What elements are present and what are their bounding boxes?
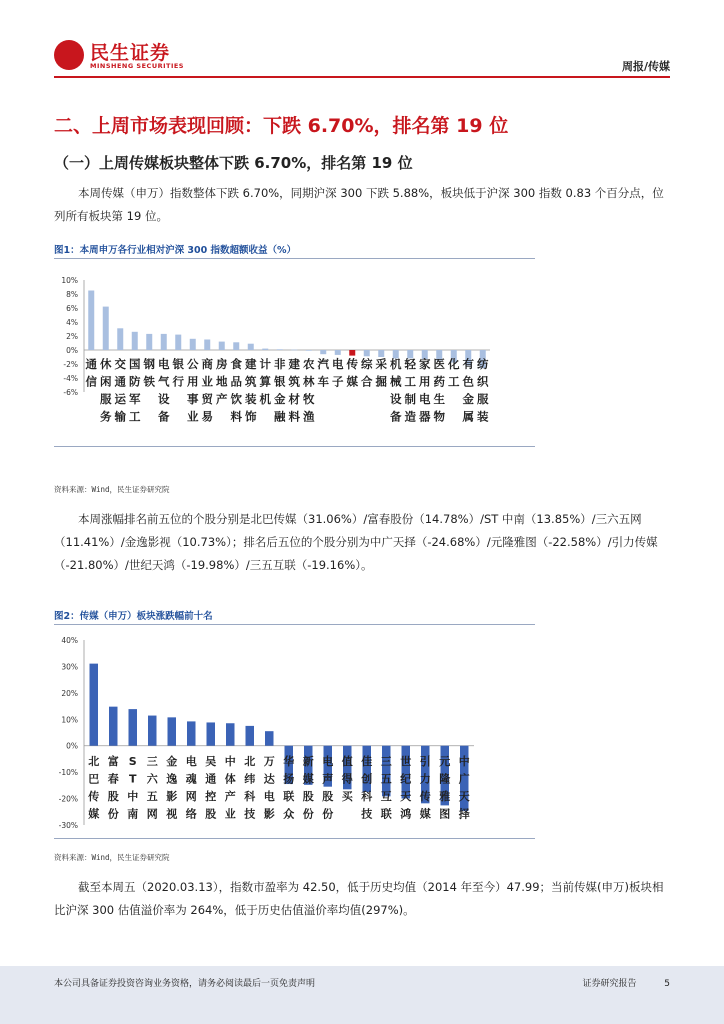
y-tick-label: 4% (66, 318, 78, 327)
x-tick-label: 择 (458, 807, 470, 821)
x-tick-label: 房 (216, 357, 228, 371)
x-tick-label: 影 (166, 790, 178, 803)
x-tick-label: 力 (419, 772, 431, 786)
bar-电魂网络 (187, 721, 196, 745)
x-tick-label: 广 (458, 772, 470, 786)
bar-电气设备 (161, 334, 167, 350)
x-tick-label: 铁 (143, 374, 155, 389)
x-tick-label: 建 (245, 357, 257, 371)
x-tick-label: 林 (303, 374, 315, 389)
x-tick-label: 轻 (404, 357, 416, 371)
x-tick-label: 股 (205, 807, 217, 821)
figure-1-top-rule (54, 258, 535, 259)
x-tick-label: 车 (317, 374, 329, 389)
x-tick-label: 媒 (346, 374, 358, 389)
y-tick-label: -6% (63, 388, 78, 397)
x-tick-label: 份 (107, 807, 119, 821)
x-tick-label: 隆 (439, 772, 451, 786)
x-tick-label: 食 (230, 357, 242, 371)
section-title: 二、上周市场表现回顾：下跌 6.70%，排名第 19 位 (54, 115, 509, 137)
x-tick-label: 牧 (303, 392, 315, 406)
bar-三六五网 (148, 716, 157, 746)
figure-2-chart (54, 628, 535, 833)
x-tick-label: 制 (404, 392, 416, 406)
x-tick-label: 家 (419, 357, 431, 371)
bar-计算机 (262, 349, 268, 350)
x-tick-label: 媒 (302, 772, 314, 786)
y-tick-label: 0% (66, 346, 78, 355)
bar-国防军工 (132, 332, 138, 350)
x-tick-label: 品 (230, 374, 242, 389)
x-tick-label: 料 (230, 409, 242, 424)
x-tick-label: 渔 (303, 409, 315, 424)
x-tick-label: 造 (404, 409, 416, 424)
x-tick-label: 通 (205, 772, 217, 786)
x-tick-label: 算 (259, 374, 271, 389)
x-tick-label: 属 (462, 409, 474, 424)
logo-text: 民生证券 (90, 42, 171, 64)
x-tick-label: 三 (380, 755, 392, 768)
x-tick-label: 农 (303, 357, 315, 371)
x-tick-label: 商 (201, 357, 213, 371)
bar-万达电影 (265, 731, 274, 746)
x-tick-label: 值 (341, 755, 353, 768)
x-tick-label: 电 (419, 392, 431, 406)
x-tick-label: 引 (419, 755, 431, 768)
y-tick-label: -30% (58, 821, 78, 830)
x-tick-label: 吴 (205, 755, 217, 768)
x-tick-label: 装 (477, 409, 489, 424)
x-tick-label: 输 (114, 409, 126, 424)
x-tick-label: 业 (201, 374, 213, 389)
y-tick-label: 10% (61, 276, 78, 285)
bar-通信 (88, 291, 94, 351)
y-tick-label: 30% (61, 662, 78, 672)
x-tick-label: 股 (107, 790, 119, 803)
logo-icon (54, 40, 84, 70)
x-tick-label: 中 (224, 755, 236, 768)
subsection-title: （一）上周传媒板块整体下跌 6.70%，排名第 19 位 (54, 154, 413, 172)
x-tick-label: 金 (462, 392, 474, 406)
x-tick-label: T (128, 772, 137, 786)
x-tick-label: 北 (88, 755, 100, 768)
bar-三五互联 (382, 746, 391, 797)
x-tick-label: 电 (332, 357, 344, 371)
x-tick-label: 图 (439, 807, 451, 821)
bar-交通运输 (117, 328, 123, 350)
paragraph-top-movers: 本周涨幅排名前五位的个股分别是北巴传媒（31.06%）/富春股份（14.78%）/ST 中南（13.85%）/三六五网（11.41%）/金逸影视（10.73%）；排名后五位的个股分别为中广天择（-24.68%）/元隆雅图（-22.58%）/引力传媒（-21.80%）/世纪天鸿（-19.98%）/三五互联（-19.16%）。 (54, 512, 658, 572)
bar-综合 (364, 350, 370, 356)
x-tick-label: 设 (390, 392, 402, 406)
y-tick-label: 20% (61, 688, 78, 698)
figure-1-title: 图1：本周申万各行业相对沪深 300 指数超额收益（%） (54, 245, 297, 256)
x-tick-label: 械 (390, 374, 402, 389)
figure-2-top-rule (54, 624, 535, 625)
bar-食品饮料 (233, 342, 239, 350)
x-tick-label: 北 (244, 755, 256, 768)
bar-公用事业 (190, 339, 196, 350)
x-tick-label: 织 (477, 374, 489, 389)
x-tick-label: 天 (400, 790, 412, 803)
y-tick-label: 0% (66, 741, 78, 751)
x-tick-label: 饰 (245, 409, 257, 424)
x-tick-label: 器 (419, 409, 431, 424)
x-tick-label: 联 (380, 807, 392, 821)
figure-1-bottom-rule (54, 446, 535, 447)
x-tick-label: 媒 (419, 807, 431, 821)
x-tick-label: 纬 (244, 772, 256, 786)
x-tick-label: 生 (433, 392, 445, 406)
x-tick-label: 用 (419, 374, 431, 389)
x-tick-label: 务 (100, 409, 112, 424)
x-tick-label: 传 (88, 790, 100, 803)
x-tick-label: 筑 (245, 374, 257, 389)
x-tick-label: 华 (283, 755, 295, 768)
x-tick-label: 机 (390, 357, 402, 371)
x-tick-label: 业 (224, 807, 236, 821)
x-tick-label: 技 (244, 807, 256, 821)
figure-2-title: 图2：传媒（申万）板块涨跌幅前十名 (54, 611, 213, 622)
x-tick-label: 设 (158, 392, 170, 406)
bar-采掘 (378, 350, 384, 357)
x-tick-label: 万 (263, 755, 275, 768)
paragraph-valuation: 截至本周五（2020.03.13），指数市盈率为 42.50，低于历史均值（2014 年至今）47.99；当前传媒(申万)板块相比沪深 300 估值溢价率为 264%，低于历史估值溢价率均值(297%)。 (54, 880, 664, 917)
x-tick-label: 子 (332, 374, 344, 389)
x-tick-label: 银 (172, 357, 184, 371)
bar-电子 (335, 350, 341, 355)
x-tick-label: 钢 (143, 357, 155, 371)
x-tick-label: 服 (100, 392, 112, 406)
x-tick-label: 三 (146, 755, 158, 768)
x-tick-label: 用 (187, 374, 199, 389)
x-tick-label: 事 (187, 392, 199, 406)
y-tick-label: 6% (66, 304, 78, 313)
x-tick-label: 闲 (100, 374, 112, 389)
x-tick-label: 物 (433, 409, 445, 424)
x-tick-label: 控 (205, 790, 217, 803)
x-tick-label: 份 (322, 807, 334, 821)
x-tick-label: 军 (129, 392, 141, 406)
x-tick-label: 五 (146, 790, 158, 803)
x-tick-label: 工 (448, 374, 460, 389)
x-tick-label: 色 (462, 374, 474, 389)
x-tick-label: 综 (361, 357, 373, 371)
x-tick-label: 得 (341, 772, 353, 786)
y-tick-label: 2% (66, 332, 78, 341)
x-tick-label: 扬 (283, 772, 295, 786)
y-tick-label: -4% (63, 374, 78, 383)
x-tick-label: 易 (201, 409, 213, 424)
x-tick-label: 科 (244, 790, 256, 803)
x-tick-label: 银 (274, 374, 286, 389)
x-tick-label: 贸 (201, 392, 213, 406)
x-tick-label: 元 (439, 755, 451, 768)
x-tick-label: 地 (216, 374, 228, 389)
bar-吴通控股 (207, 722, 216, 745)
x-tick-label: 金 (274, 392, 286, 406)
x-tick-label: 通 (114, 374, 126, 389)
x-tick-label: 世 (400, 755, 412, 768)
y-tick-label: 40% (61, 636, 78, 645)
bar-建筑材料 (291, 350, 297, 351)
x-tick-label: 鸿 (400, 807, 412, 821)
paragraph-summary: 本周传媒（申万）指数整体下跌 6.70%，同期沪深 300 下跌 5.88%，板块低于沪深 300 指数 0.83 个百分点，位列所有板块第 19 位。 (54, 186, 664, 223)
x-tick-label: 新 (302, 755, 314, 768)
x-tick-label: 雅 (439, 790, 451, 803)
x-tick-label: 络 (185, 807, 197, 821)
x-tick-label: 技 (361, 807, 373, 821)
x-tick-label: 国 (129, 357, 141, 371)
bar-ST中南 (129, 709, 138, 746)
x-tick-label: 备 (158, 409, 170, 424)
x-tick-label: 运 (114, 392, 126, 406)
x-tick-label: 春 (107, 772, 119, 786)
x-tick-label: 非 (274, 357, 286, 371)
x-tick-label: 视 (166, 807, 178, 821)
x-tick-label: 建 (288, 357, 300, 371)
x-tick-label: 南 (127, 807, 139, 821)
footer-report-type: 证券研究报告 (582, 979, 637, 989)
logo-subtext: MINSHENG SECURITIES (90, 62, 184, 70)
bar-商业贸易 (204, 340, 210, 351)
x-tick-label: 五 (380, 772, 392, 786)
x-tick-label: 科 (361, 790, 373, 803)
x-tick-label: 网 (146, 807, 158, 821)
x-tick-label: 采 (375, 357, 387, 371)
bar-北巴传媒 (90, 664, 99, 746)
x-tick-label: 创 (361, 772, 373, 786)
x-tick-label: 工 (129, 409, 141, 424)
bar-富春股份 (109, 707, 118, 746)
bar-汽车 (320, 350, 326, 354)
bar-休闲服务 (103, 307, 109, 350)
footer-band (0, 966, 724, 1024)
x-tick-label: 网 (185, 790, 197, 803)
x-tick-label: 业 (187, 409, 199, 424)
y-tick-label: -20% (58, 794, 78, 804)
x-tick-label: 药 (433, 374, 445, 389)
x-tick-label: 公 (187, 357, 199, 371)
x-tick-label: 买 (341, 790, 353, 803)
x-tick-label: 行 (172, 374, 184, 389)
x-tick-label: 媒 (88, 807, 100, 821)
bar-建筑装饰 (248, 344, 254, 350)
figure-2-bottom-rule (54, 838, 535, 839)
x-tick-label: S (128, 755, 137, 768)
x-tick-label: 服 (477, 392, 489, 406)
x-tick-label: 股 (322, 790, 334, 803)
x-tick-label: 装 (245, 392, 257, 406)
x-tick-label: 电 (158, 357, 170, 371)
x-tick-label: 联 (283, 790, 295, 803)
x-tick-label: 电 (263, 790, 275, 803)
header-divider (54, 76, 670, 78)
x-tick-label: 饮 (230, 392, 242, 406)
x-tick-label: 气 (158, 374, 170, 389)
bar-非银金融 (277, 349, 283, 350)
x-tick-label: 料 (288, 409, 300, 424)
x-tick-label: 传 (419, 790, 431, 803)
x-tick-label: 合 (361, 374, 373, 389)
x-tick-label: 通 (85, 357, 97, 371)
bar-北纬科技 (246, 726, 255, 746)
y-tick-label: 8% (66, 290, 78, 299)
x-tick-label: 六 (146, 772, 158, 786)
footer-right (583, 976, 671, 989)
x-tick-label: 机 (259, 392, 271, 406)
x-tick-label: 纪 (400, 772, 412, 786)
x-tick-label: 掘 (375, 374, 387, 389)
x-tick-label: 魂 (185, 772, 197, 786)
x-tick-label: 融 (274, 409, 286, 424)
bar-钢铁 (146, 334, 152, 350)
x-tick-label: 有 (462, 357, 474, 371)
x-tick-label: 防 (129, 374, 141, 389)
y-tick-label: -2% (63, 360, 78, 369)
x-tick-label: 份 (302, 807, 314, 821)
x-tick-label: 交 (114, 357, 126, 371)
x-tick-label: 金 (166, 755, 178, 768)
bar-传媒 (349, 350, 355, 356)
figure-1-source: 资料来源：Wind，民生证券研究院 (54, 485, 170, 494)
x-tick-label: 影 (263, 807, 275, 821)
footer-disclaimer: 本公司具备证券投资咨询业务资格，请务必阅读最后一页免责声明 (54, 979, 316, 989)
x-tick-label: 声 (322, 772, 334, 786)
x-tick-label: 逸 (166, 772, 178, 786)
x-tick-label: 达 (263, 772, 275, 786)
x-tick-label: 休 (100, 357, 112, 371)
x-tick-label: 互 (380, 790, 392, 803)
x-tick-label: 众 (283, 807, 295, 821)
figure-2-source: 资料来源：Wind，民生证券研究院 (54, 853, 170, 862)
bar-农林牧渔 (306, 350, 312, 351)
x-tick-label: 体 (224, 772, 236, 786)
y-tick-label: -10% (58, 768, 78, 778)
x-tick-label: 汽 (317, 357, 329, 371)
x-tick-label: 传 (346, 357, 358, 371)
x-tick-label: 佳 (361, 755, 373, 768)
x-tick-label: 电 (322, 755, 334, 768)
x-tick-label: 材 (288, 392, 300, 406)
bar-金逸影视 (168, 717, 177, 745)
report-category: 周报/传媒 (621, 60, 670, 73)
x-tick-label: 富 (107, 755, 119, 768)
x-tick-label: 备 (390, 409, 402, 424)
bar-银行 (175, 335, 181, 350)
x-tick-label: 电 (185, 755, 197, 768)
y-tick-label: 10% (61, 715, 78, 725)
bar-中体产业 (226, 723, 235, 745)
footer-page-number: 5 (664, 979, 670, 989)
x-tick-label: 股 (302, 790, 314, 803)
x-tick-label: 工 (404, 374, 416, 389)
x-tick-label: 产 (224, 790, 236, 803)
x-tick-label: 产 (216, 392, 228, 406)
x-tick-label: 巴 (88, 772, 100, 786)
x-tick-label: 化 (448, 357, 460, 371)
x-tick-label: 天 (458, 790, 470, 803)
x-tick-label: 医 (433, 357, 445, 371)
x-tick-label: 中 (127, 790, 139, 803)
x-tick-label: 计 (259, 357, 271, 371)
x-tick-label: 筑 (288, 374, 300, 389)
x-tick-label: 纺 (477, 357, 489, 371)
x-tick-label: 中 (458, 755, 470, 768)
x-tick-label: 信 (85, 374, 97, 389)
bar-房地产 (219, 342, 225, 350)
figure-1-chart (54, 262, 535, 442)
